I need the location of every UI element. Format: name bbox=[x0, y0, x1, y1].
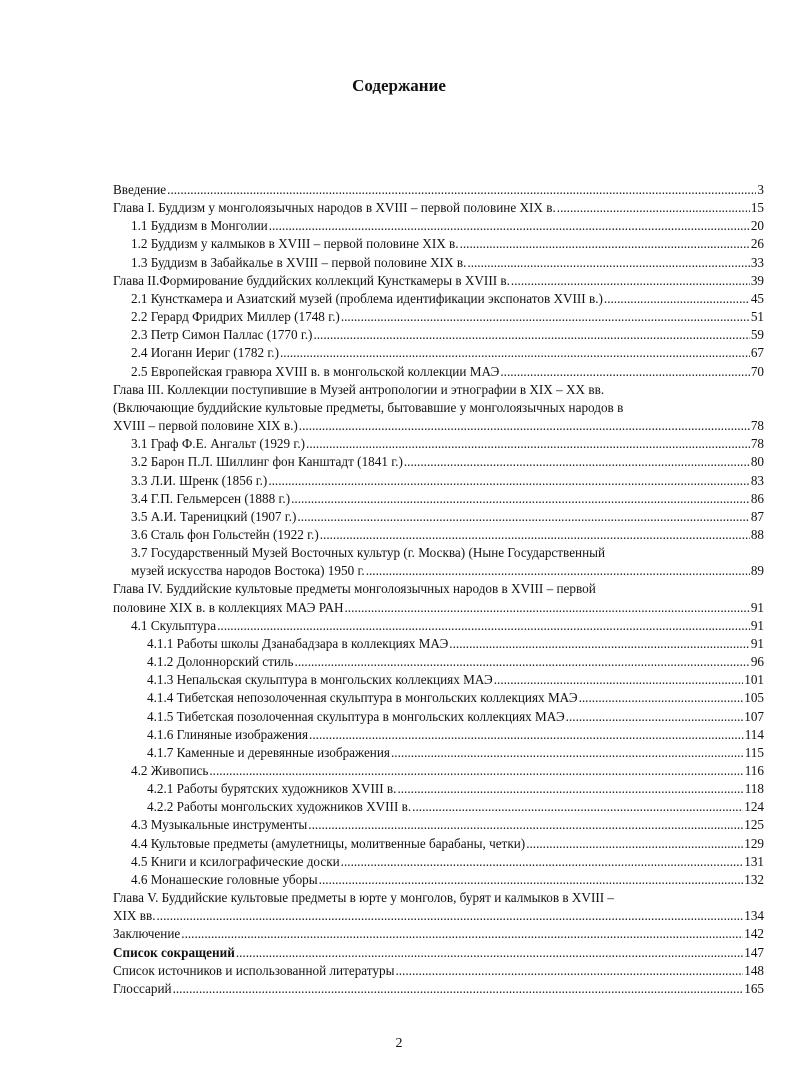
toc-entry-page: 89 bbox=[750, 563, 764, 579]
toc-entry-label: 2.5 Европейская гравюра XVIII в. в монгольской коллекции МАЭ bbox=[131, 363, 500, 379]
toc-entry-page: 132 bbox=[744, 871, 764, 887]
toc-entry-page: 115 bbox=[744, 744, 764, 760]
toc-entry-label: 4.1.4 Тибетская непозолоченная скульптура в монгольских коллекциях МАЭ bbox=[147, 690, 578, 706]
toc-entry-label-line: (Включающие буддийские культовые предметы, бытовавшие у монголоязычных народов в bbox=[113, 399, 624, 415]
toc-entry-section-4-1-3 bbox=[113, 671, 764, 689]
toc-entry-label: Список сокращений bbox=[113, 944, 235, 960]
toc-entry-label: 4.1.2 Долоннорский стиль bbox=[147, 654, 294, 670]
dot-leader bbox=[404, 453, 750, 471]
toc-entry-section-4-1-4 bbox=[113, 689, 764, 707]
dot-leader bbox=[366, 562, 750, 580]
toc-entry-conclusion bbox=[113, 925, 764, 943]
toc-entry-page: 116 bbox=[744, 763, 764, 778]
dot-leader bbox=[309, 726, 744, 744]
toc-entry-section-2-2 bbox=[113, 308, 764, 326]
dot-leader bbox=[236, 944, 743, 962]
toc-entry-page: 78 bbox=[750, 418, 764, 434]
dot-leader bbox=[467, 254, 749, 272]
toc-entry-label: 2.1 Кунсткамера и Азиатский музей (проблема идентификации экспонатов XVIII в.) bbox=[131, 290, 603, 306]
dot-leader bbox=[313, 326, 749, 344]
toc-entry-page: 129 bbox=[744, 835, 764, 851]
toc-entry-sources bbox=[113, 962, 764, 980]
dot-leader bbox=[566, 708, 744, 726]
toc-entry-page: 96 bbox=[750, 654, 764, 670]
toc-entry-introduction bbox=[113, 181, 764, 199]
toc-entry-label: 2.4 Иоганн Иериг (1782 г.) bbox=[131, 345, 279, 361]
toc-entry-section-4-1-5 bbox=[113, 708, 764, 726]
dot-leader bbox=[167, 181, 756, 199]
toc-entry-label: 4.1.1 Работы школы Дзанабадзара в коллекциях МАЭ bbox=[147, 635, 449, 651]
toc-entry-label: 4.2 Живопись bbox=[131, 763, 209, 778]
toc-entry-label: 3.3 Л.И. Шренк (1856 г.) bbox=[131, 472, 268, 488]
toc-entry-page: 87 bbox=[750, 508, 764, 524]
dot-leader bbox=[341, 308, 750, 326]
toc-entry-page: 91 bbox=[750, 599, 764, 615]
dot-leader bbox=[604, 290, 750, 308]
dot-leader bbox=[449, 635, 750, 653]
toc-entry-page: 91 bbox=[750, 617, 764, 633]
toc-entry-abbreviations bbox=[113, 944, 764, 962]
toc-entry-label-line: XIX вв. bbox=[113, 908, 156, 924]
toc-entry-page: 101 bbox=[744, 672, 764, 688]
toc-entry-chapter-5 bbox=[113, 889, 764, 925]
toc-entry-chapter-4 bbox=[113, 580, 764, 616]
dot-leader bbox=[268, 472, 749, 490]
dot-leader bbox=[345, 599, 750, 617]
toc-entry-label: 4.2.1 Работы бурятских художников XVIII в. bbox=[147, 781, 397, 797]
toc-entry-page: 107 bbox=[744, 708, 764, 724]
toc-entry-section-3-4 bbox=[113, 490, 764, 508]
toc-entry-section-4-1 bbox=[113, 617, 764, 635]
dot-leader bbox=[412, 798, 743, 816]
toc-entry-label-line: Глава V. Буддийские культовые предметы в юрте у монголов, бурят и калмыков в XVIII – bbox=[113, 890, 615, 906]
toc-entry-page: 80 bbox=[750, 454, 764, 470]
toc-entry-section-3-3 bbox=[113, 472, 764, 490]
dot-leader bbox=[341, 853, 744, 871]
toc-entry-section-4-2-2 bbox=[113, 798, 764, 816]
toc-entry-label-line: XVIII – первой половине XIX в.) bbox=[113, 418, 298, 434]
toc-entry-section-4-1-6 bbox=[113, 726, 764, 744]
toc-entry-page: 114 bbox=[744, 726, 764, 742]
toc-entry-page: 91 bbox=[750, 635, 764, 651]
dot-leader bbox=[181, 925, 743, 943]
dot-leader bbox=[217, 617, 750, 635]
toc-entry-label: 4.3 Музыкальные инструменты bbox=[131, 817, 308, 833]
dot-leader bbox=[280, 344, 750, 362]
toc-entry-label: Заключение bbox=[113, 926, 181, 942]
toc-entry-label: 4.4 Культовые предметы (амулетницы, молитвенные барабаны, четки) bbox=[131, 835, 526, 851]
toc-entry-label-line: Глава III. Коллекции поступившие в Музей антропологии и этнографии в XIX – XX вв. bbox=[113, 381, 605, 397]
toc-entry-section-1-2 bbox=[113, 235, 764, 253]
dot-leader bbox=[157, 907, 744, 925]
toc-entry-section-2-5 bbox=[113, 363, 764, 381]
toc-entry-page: 78 bbox=[750, 436, 764, 452]
dot-leader bbox=[269, 217, 750, 235]
toc-entry-label-line: музей искусства народов Востока) 1950 г. bbox=[131, 563, 365, 579]
toc-entry-page: 105 bbox=[744, 690, 764, 706]
toc-entry-section-4-1-1 bbox=[113, 635, 764, 653]
toc-entry-label: 3.1 Граф Ф.Е. Ангальт (1929 г.) bbox=[131, 436, 306, 452]
toc-entry-glossary bbox=[113, 980, 764, 998]
dot-leader bbox=[397, 780, 743, 798]
toc-entry-section-3-7 bbox=[113, 544, 764, 580]
dot-leader bbox=[209, 762, 743, 780]
toc-entry-label: 3.5 А.И. Тареницкий (1907 г.) bbox=[131, 508, 297, 524]
toc-entry-label: 4.5 Книги и ксилографические доски bbox=[131, 853, 340, 869]
toc-entry-page: 33 bbox=[750, 254, 764, 270]
toc-entry-label: 4.6 Монашеские головные уборы bbox=[131, 871, 318, 887]
toc-entry-section-4-2-1 bbox=[113, 780, 764, 798]
table-of-contents bbox=[113, 181, 764, 998]
toc-entry-page: 124 bbox=[744, 799, 764, 815]
toc-entry-label: Глава I. Буддизм у монголоязычных народов в XVIII – первой половине XIX в. bbox=[113, 200, 556, 216]
toc-entry-label: Глава II.Формирование буддийских коллекций Кунсткамеры в XVIII в. bbox=[113, 272, 510, 288]
toc-entry-section-3-5 bbox=[113, 508, 764, 526]
toc-entry-section-4-5 bbox=[113, 853, 764, 871]
dot-leader bbox=[306, 435, 750, 453]
dot-leader bbox=[511, 272, 750, 290]
toc-entry-page: 131 bbox=[744, 853, 764, 869]
toc-entry-page: 142 bbox=[744, 926, 764, 942]
toc-entry-section-4-1-2 bbox=[113, 653, 764, 671]
toc-entry-label: 3.6 Сталь фон Гольстейн (1922 г.) bbox=[131, 526, 319, 542]
toc-entry-label-line: 3.7 Государственный Музей Восточных культур (г. Москва) (Ныне Государственный bbox=[131, 545, 606, 561]
toc-entry-chapter-2 bbox=[113, 272, 764, 290]
dot-leader bbox=[460, 235, 750, 253]
toc-entry-section-2-1 bbox=[113, 290, 764, 308]
dot-leader bbox=[391, 744, 744, 762]
dot-leader bbox=[526, 835, 743, 853]
toc-entry-section-2-4 bbox=[113, 344, 764, 362]
dot-leader bbox=[395, 962, 743, 980]
toc-entry-section-1-1 bbox=[113, 217, 764, 235]
toc-entry-section-3-2 bbox=[113, 453, 764, 471]
toc-entry-page: 70 bbox=[750, 363, 764, 379]
toc-entry-label: 4.1 Скульптура bbox=[131, 617, 217, 633]
toc-entry-label: 4.1.5 Тибетская позолоченная скульптура в монгольских коллекциях МАЭ bbox=[147, 708, 565, 724]
toc-entry-section-4-3 bbox=[113, 816, 764, 834]
toc-entry-label: 3.4 Г.П. Гельмерсен (1888 г.) bbox=[131, 490, 291, 506]
toc-entry-chapter-1 bbox=[113, 199, 764, 217]
page-number: 2 bbox=[395, 1036, 403, 1051]
toc-entry-section-2-3 bbox=[113, 326, 764, 344]
toc-entry-page: 59 bbox=[750, 327, 764, 343]
dot-leader bbox=[297, 508, 749, 526]
toc-entry-page: 83 bbox=[750, 472, 764, 488]
toc-entry-page: 165 bbox=[744, 980, 764, 996]
toc-entry-label: 4.1.6 Глиняные изображения bbox=[147, 726, 309, 742]
toc-entry-chapter-3 bbox=[113, 381, 764, 435]
toc-entry-page: 20 bbox=[750, 218, 764, 234]
toc-entry-label: 3.2 Барон П.Л. Шиллинг фон Канштадт (1841 г.) bbox=[131, 454, 403, 470]
toc-entry-section-4-4 bbox=[113, 835, 764, 853]
toc-entry-label: Список источников и использованной литературы bbox=[113, 962, 395, 978]
toc-entry-label-line: половине XIX в. в коллекциях МАЭ РАН bbox=[113, 599, 344, 615]
toc-entry-label: 4.1.7 Каменные и деревянные изображения bbox=[147, 744, 390, 760]
toc-entry-label: 1.2 Буддизм у калмыков в XVIII – первой половине XIX в. bbox=[131, 236, 459, 252]
dot-leader bbox=[299, 417, 750, 435]
toc-entry-label: 2.3 Петр Симон Паллас (1770 г.) bbox=[131, 327, 313, 343]
toc-entry-page: 134 bbox=[744, 908, 764, 924]
dot-leader bbox=[319, 871, 744, 889]
toc-entry-page: 15 bbox=[750, 200, 764, 216]
dot-leader bbox=[173, 980, 744, 998]
toc-entry-page: 39 bbox=[750, 272, 764, 288]
toc-entry-page: 147 bbox=[744, 944, 764, 960]
toc-entry-label-line: Глава IV. Буддийские культовые предметы монголоязычных народов в XVIII – первой bbox=[113, 581, 596, 597]
toc-entry-page: 51 bbox=[750, 309, 764, 325]
toc-entry-label: 4.1.3 Непальская скульптура в монгольских коллекциях МАЭ bbox=[147, 672, 493, 688]
dot-leader bbox=[320, 526, 750, 544]
toc-entry-section-3-1 bbox=[113, 435, 764, 453]
dot-leader bbox=[557, 199, 750, 217]
toc-entry-section-4-1-7 bbox=[113, 744, 764, 762]
dot-leader bbox=[295, 653, 750, 671]
toc-entry-page: 148 bbox=[744, 962, 764, 978]
toc-entry-page: 88 bbox=[750, 526, 764, 542]
toc-entry-label: Глоссарий bbox=[113, 980, 172, 996]
dot-leader bbox=[291, 490, 750, 508]
dot-leader bbox=[500, 363, 749, 381]
toc-entry-label: 1.1 Буддизм в Монголии bbox=[131, 218, 268, 234]
toc-entry-page: 86 bbox=[750, 490, 764, 506]
toc-entry-page: 125 bbox=[744, 817, 764, 833]
toc-entry-page: 3 bbox=[757, 182, 764, 197]
toc-entry-section-1-3 bbox=[113, 254, 764, 272]
toc-entry-section-4-2 bbox=[113, 762, 764, 780]
toc-entry-page: 118 bbox=[744, 781, 764, 797]
page-title: Содержание bbox=[352, 76, 446, 95]
toc-entry-page: 45 bbox=[750, 290, 764, 306]
dot-leader bbox=[308, 816, 743, 834]
dot-leader bbox=[494, 671, 744, 689]
toc-entry-page: 67 bbox=[750, 345, 764, 361]
toc-entry-page: 26 bbox=[750, 236, 764, 252]
toc-entry-section-3-6 bbox=[113, 526, 764, 544]
toc-entry-label: Введение bbox=[113, 182, 167, 197]
toc-entry-label: 4.2.2 Работы монгольских художников XVIII в. bbox=[147, 799, 412, 815]
toc-entry-section-4-6 bbox=[113, 871, 764, 889]
toc-entry-label: 1.3 Буддизм в Забайкалье в XVIII – первой половине XIX в. bbox=[131, 254, 467, 270]
dot-leader bbox=[579, 689, 744, 707]
toc-entry-label: 2.2 Герард Фридрих Миллер (1748 г.) bbox=[131, 309, 340, 325]
